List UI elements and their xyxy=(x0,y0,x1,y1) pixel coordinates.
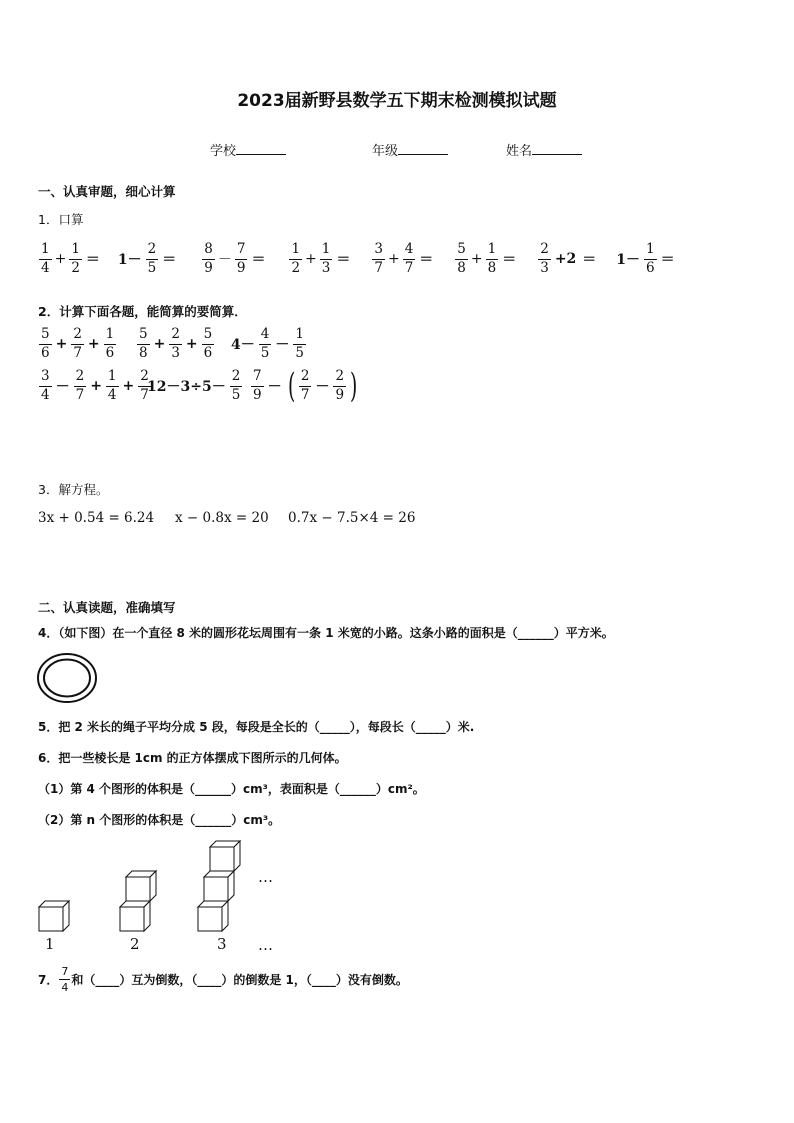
cube-fig2-top xyxy=(126,871,156,901)
grade-field[interactable] xyxy=(372,140,448,159)
grade-label: 年级 xyxy=(372,144,399,159)
q1-item-7: $\frac{2}{3}$ +2 ＝ xyxy=(540,241,597,276)
q1-item-8: 1－ $\frac{1}{6}$ ＝ xyxy=(616,241,675,276)
q7-text: 和（____）互为倒数，（____）的倒数是 1，（____）没有倒数。 xyxy=(71,973,408,987)
q5-text: 5．把 2 米长的绳子平均分成 5 段，每段是全长的（_____），每段长（_____）米. xyxy=(38,720,475,734)
cube-fig1 xyxy=(39,901,69,931)
section2-heading: 二、认真读题，准确填写 xyxy=(38,600,176,615)
fig-label-1: 1 xyxy=(45,935,55,953)
q7-frac: $\frac{7}{4}$ xyxy=(61,965,69,994)
q2-row-1 xyxy=(38,328,307,360)
q1-item-5: $\frac{3}{7}$ + $\frac{4}{7}$ ＝ xyxy=(374,241,434,276)
fig-label-3: 3 xyxy=(217,935,227,953)
q1-item-3: $\frac{8}{9}$ － $\frac{7}{9}$ ＝ xyxy=(204,241,266,276)
q3-eq-3: 0.7x − 7.5×4 = 26 xyxy=(288,510,416,526)
q2-expr-4: $\frac{3}{4}$ － $\frac{2}{7}$ + $\frac{1}{4}$ + $\frac{2}{7}$ xyxy=(41,368,149,403)
name-blank[interactable] xyxy=(532,141,582,155)
name-field[interactable] xyxy=(506,140,582,159)
q2-row-2 xyxy=(38,366,360,406)
q2-expr-1: $\frac{5}{6}$ + $\frac{2}{7}$ + $\frac{1}{6}$ xyxy=(41,326,115,361)
q2-expr-6: $\frac{7}{9}$ － ( $\frac{2}{7}$ － $\frac{2}{9}$ ) xyxy=(253,366,358,406)
q1-item-2: 1－ $\frac{2}{5}$ ＝ xyxy=(117,241,177,276)
q1-item-6: $\frac{5}{8}$ + $\frac{1}{8}$ ＝ xyxy=(457,241,517,276)
q4-text: 4．（如下图）在一个直径 8 米的圆形花坛周围有一条 1 米宽的小路。这条小路的面积是（______）平方米。 xyxy=(38,626,614,640)
school-blank[interactable] xyxy=(236,141,286,155)
q2-expr-5: 12－3÷5－ $\frac{2}{5}$ xyxy=(147,368,241,403)
q1-label: 1．口算 xyxy=(38,212,84,227)
q1-row xyxy=(38,243,678,275)
cube-fig2-base xyxy=(120,901,150,931)
left-paren: ( xyxy=(287,366,295,406)
q1-item-1: $\frac{1}{4}$ + $\frac{1}{2}$ ＝ xyxy=(41,241,100,276)
q3-eq-1: 3x + 0.54 = 6.24 xyxy=(38,510,155,526)
ring-figure xyxy=(36,652,98,704)
ellipsis-top: … xyxy=(258,868,273,886)
q6b-text: （2）第 n 个图形的体积是（______）cm³。 xyxy=(38,813,281,827)
section1-heading: 一、认真审题，细心计算 xyxy=(38,184,176,199)
q1-item-4: $\frac{1}{2}$ + $\frac{1}{3}$ ＝ xyxy=(291,241,351,276)
ellipsis-bottom: … xyxy=(258,936,273,954)
right-paren: ) xyxy=(350,366,358,406)
name-label: 姓名 xyxy=(506,144,533,159)
school-label: 学校 xyxy=(210,144,237,159)
q6-text: 6．把一些棱长是 1cm 的正方体摆成下图所示的几何体。 xyxy=(38,751,347,765)
page-title: 2023届新野县数学五下期末检测模拟试题 xyxy=(237,91,557,111)
q2-label: 2．计算下面各题，能简算的要简算． xyxy=(38,304,247,319)
fig-label-2: 2 xyxy=(130,935,140,953)
q2-expr-2: $\frac{5}{8}$ + $\frac{2}{3}$ + $\frac{5}{6}$ xyxy=(139,326,213,361)
q7-num: 7． xyxy=(38,973,59,987)
q6a-text: （1）第 4 个图形的体积是（______）cm³，表面积是（______）cm²。 xyxy=(38,782,425,796)
school-field[interactable] xyxy=(210,140,286,159)
q3-label: 3．解方程。 xyxy=(38,482,109,497)
q3-eq-2: x − 0.8x = 20 xyxy=(175,510,269,526)
q2-expr-3: 4－ $\frac{4}{5}$ － $\frac{1}{5}$ xyxy=(231,326,304,361)
q7-row xyxy=(38,966,408,993)
grade-blank[interactable] xyxy=(398,141,448,155)
